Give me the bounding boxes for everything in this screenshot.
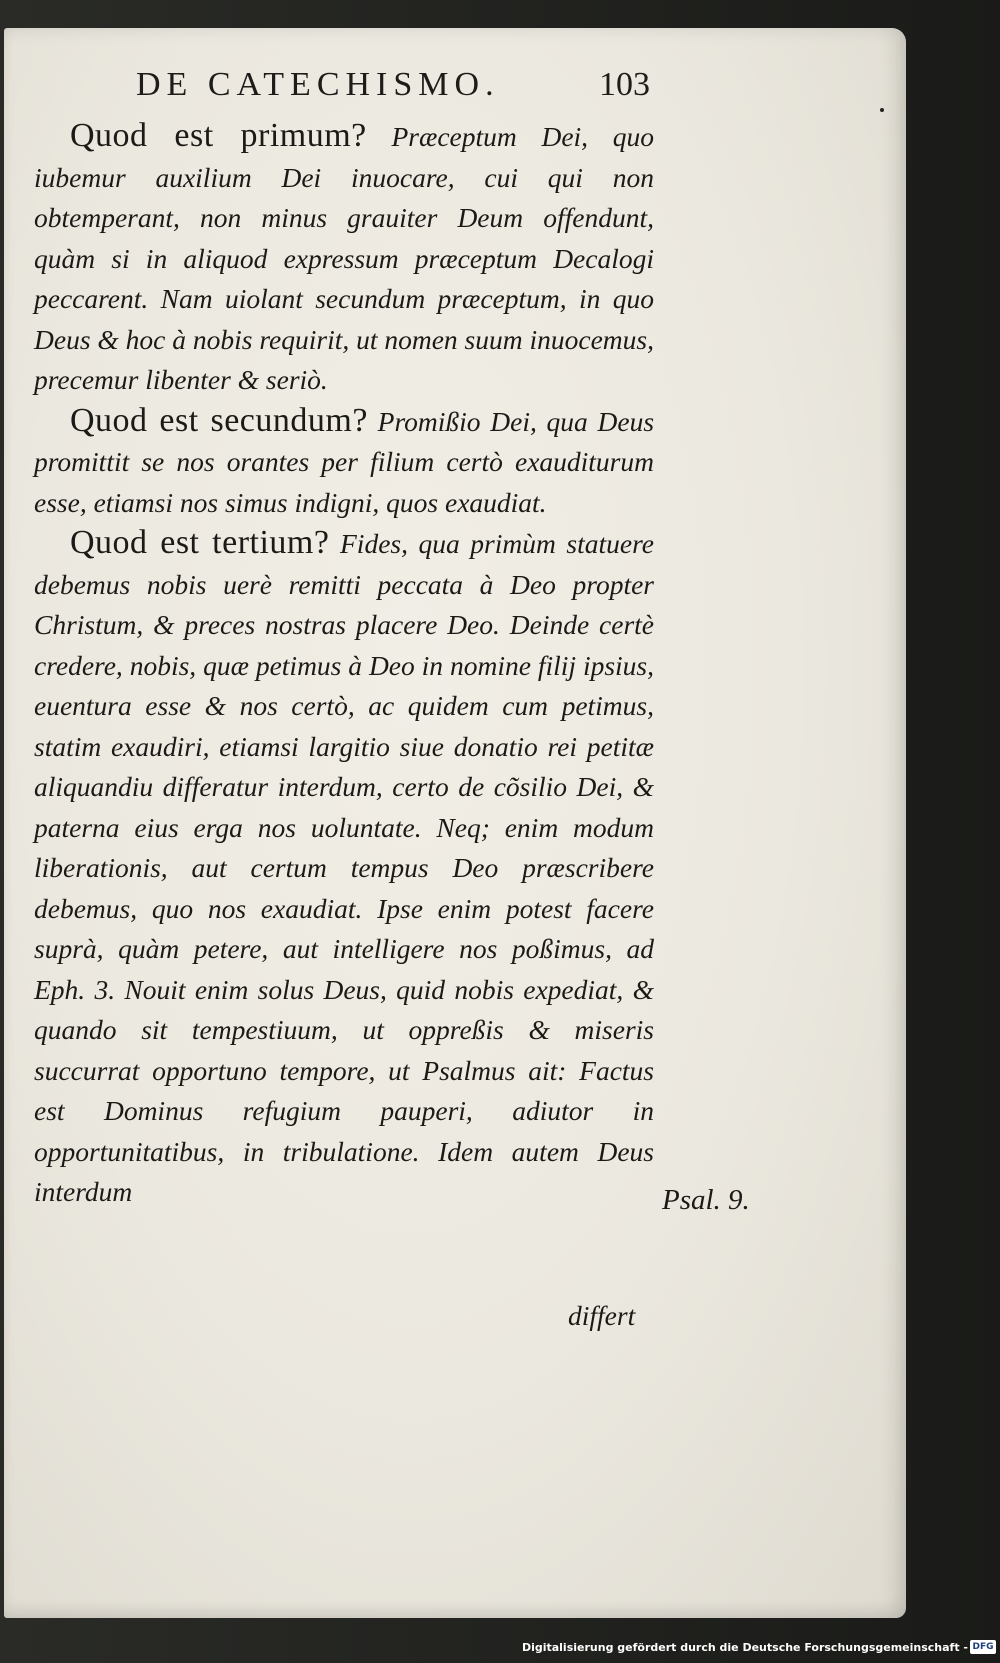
- margin-note: Psal. 9.: [662, 1184, 750, 1216]
- question-lead: Quod est secundum?: [70, 401, 368, 439]
- digitization-credit: Digitalisierung gefördert durch die Deutsche Forschungsgemeinschaft -: [521, 1641, 968, 1654]
- paragraph-tertium: [34, 523, 654, 1213]
- paragraph-primum: [34, 116, 654, 401]
- question-lead: Quod est tertium?: [70, 524, 330, 561]
- body-text: [34, 116, 654, 1213]
- paragraph-secundum: [34, 401, 654, 524]
- question-lead: Quod est primum?: [70, 117, 367, 154]
- catchword: differt: [568, 1300, 636, 1331]
- page-number: 103: [599, 66, 650, 103]
- running-title: DE CATECHISMO.: [136, 66, 500, 103]
- ink-speck: [880, 108, 884, 112]
- answer-text: Promißio Dei, qua Deus promittit se nos orantes per filium certò exauditurum esse, etiamsi nos simus indigni, quos exaudiat.: [34, 405, 655, 518]
- dfg-logo: DFG: [970, 1640, 996, 1654]
- answer-text: Fides, qua primùm statuere debemus nobis uerè remitti peccata à Deo propter Christum, & preces nostras placere Deo. Deinde certè credere, nobis, quæ petimus à Deo in nomine filij ipsius, euentura esse & nos certò, ac quidem cum petimus, statim exaudiri, etiamsi largitio siue donatio rei petitæ aliquandiu differatur interdum, certo de cõsilio Dei, & paterna eius erga nos uoluntate. Neq; enim modum liberationis, aut certum tempus Deo præscribere debemus, quo nos exaudiat. Ipse enim potest facere suprà, quàm petere, aut intelligere nos poßimus, ad Eph. 3. Nouit enim solus Deus, quid nobis expediat, & quando sit tempestiuum, ut oppreßis & miseris succurrat opportuno tempore, ut Psalmus ait: Factus est Dominus refugium pauperi, adiutor in opportunitatibus, in tribulatione. Idem autem Deus interdum: [34, 528, 654, 1207]
- page-header: [130, 66, 660, 116]
- answer-text: Præceptum Dei, quo iubemur auxilium Dei inuocare, cui qui non obtemperant, non minus grauiter Deum offendunt, quàm si in aliquod expressum præceptum Decalogi peccarent. Nam uiolant secundum præceptum, in quo Deus & hoc à nobis requirit, ut nomen suum inuocemus, precemur libenter & seriò.: [34, 121, 655, 395]
